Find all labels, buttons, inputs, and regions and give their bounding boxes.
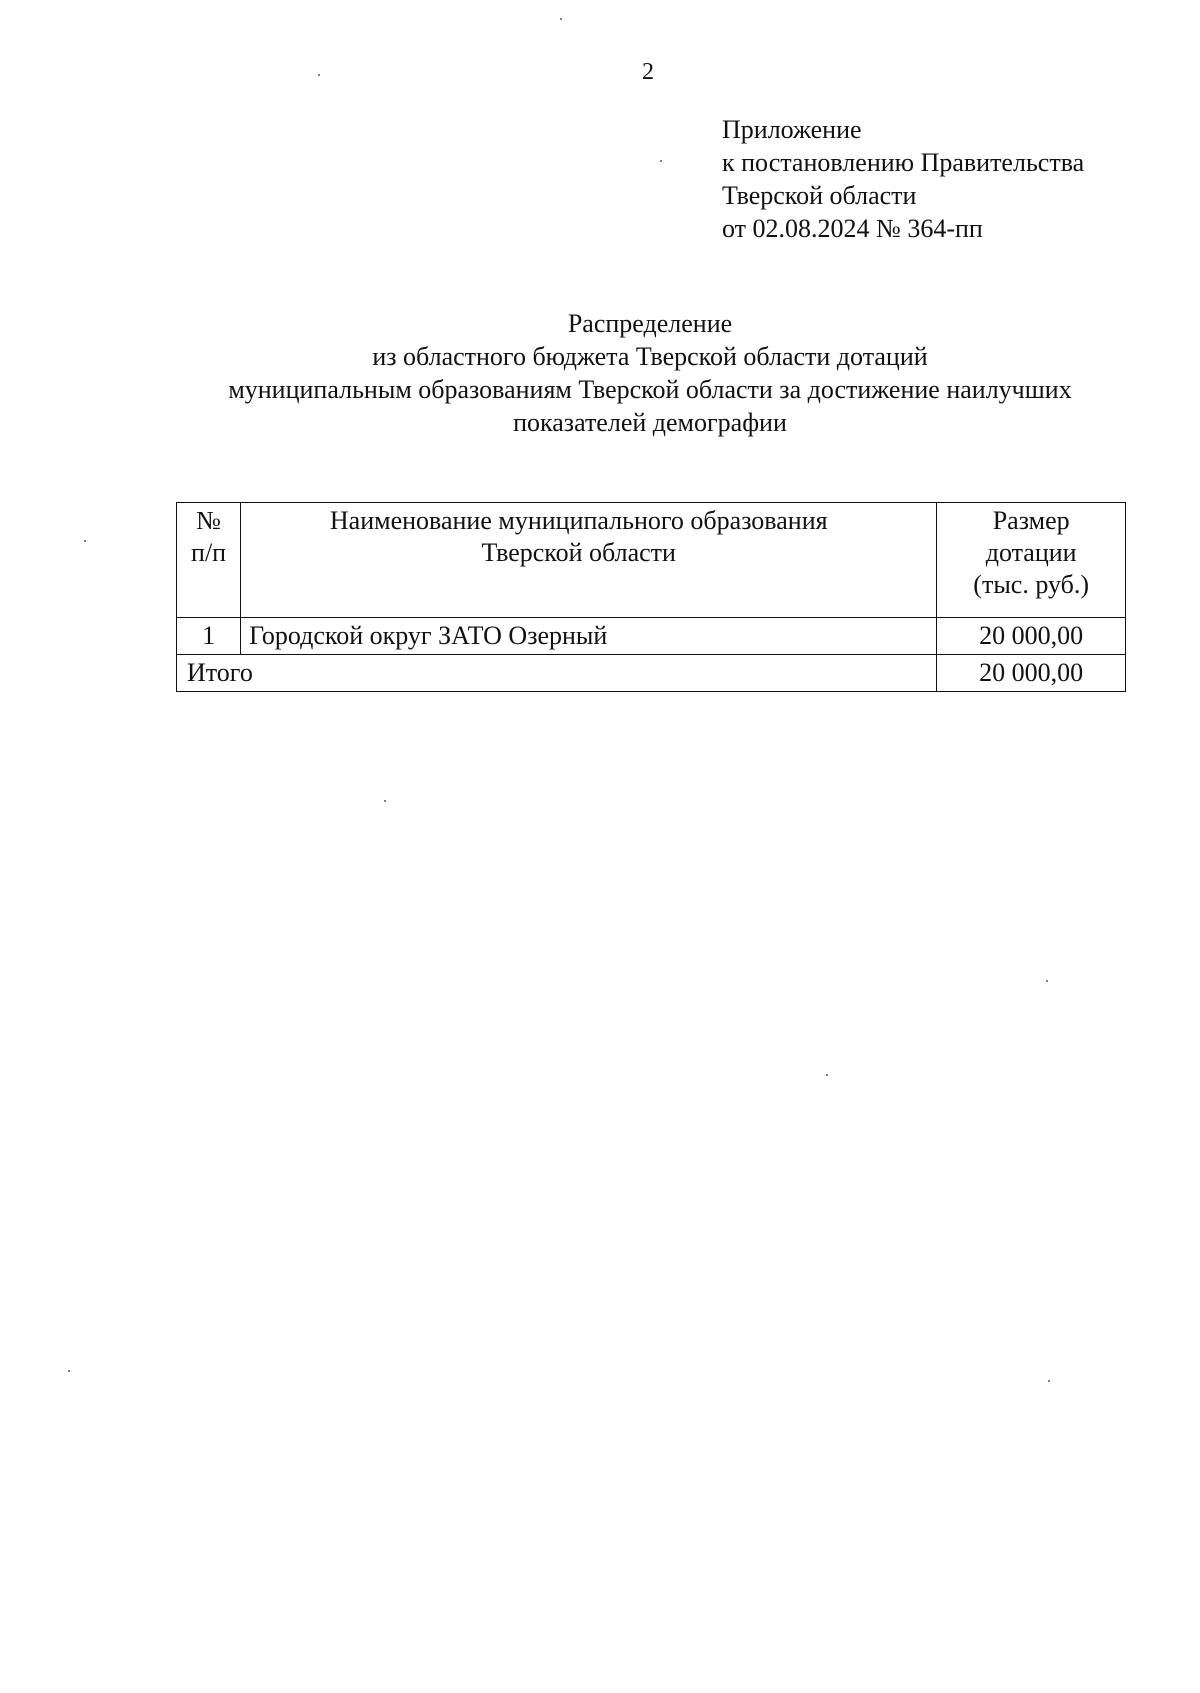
header-amount-line: Размер <box>992 506 1070 535</box>
total-amount: 20 000,00 <box>937 655 1126 692</box>
title-line: муниципальным образованиям Тверской области за достижение наилучших <box>228 375 1072 404</box>
table-header-row <box>177 503 1126 618</box>
header-name-line: Наименование муниципального образования <box>329 506 828 535</box>
appendix-date-number: от 02.08.2024 № 364-пп <box>722 214 983 243</box>
header-number <box>177 503 241 618</box>
title-line: Распределение <box>567 309 733 338</box>
scan-speck <box>68 1370 70 1372</box>
title-line: показателей демографии <box>513 408 787 437</box>
appendix-line: Тверской области <box>722 181 917 210</box>
row-municipality-name: Городской округ ЗАТО Озерный <box>241 618 937 655</box>
appendix-line: к постановлению Правительства <box>722 148 1085 177</box>
scan-speck <box>84 540 86 542</box>
header-amount-line: дотации <box>985 538 1077 567</box>
header-name-line: Тверской области <box>481 538 676 567</box>
page-number: 2 <box>642 59 654 85</box>
table-total-row <box>177 655 1126 692</box>
header-number-line: п/п <box>191 538 227 567</box>
appendix-block <box>722 113 1084 245</box>
header-amount-line: (тыс. руб.) <box>973 570 1090 599</box>
scan-speck <box>384 800 386 802</box>
document-title <box>140 307 1160 439</box>
scan-speck <box>1048 1380 1050 1382</box>
scan-speck <box>660 160 662 162</box>
appendix-line: Приложение <box>722 115 862 144</box>
scan-speck <box>826 1074 828 1076</box>
distribution-table <box>176 502 1126 692</box>
header-amount <box>937 503 1126 618</box>
header-municipality-name <box>241 503 937 618</box>
title-line: из областного бюджета Тверской области дотаций <box>372 342 928 371</box>
header-number-line: № <box>196 506 221 535</box>
row-number: 1 <box>177 618 241 655</box>
total-label: Итого <box>177 655 937 692</box>
table-row <box>177 618 1126 655</box>
scan-speck <box>318 74 320 76</box>
scan-speck <box>560 18 562 20</box>
row-amount: 20 000,00 <box>937 618 1126 655</box>
scan-speck <box>1046 980 1048 982</box>
